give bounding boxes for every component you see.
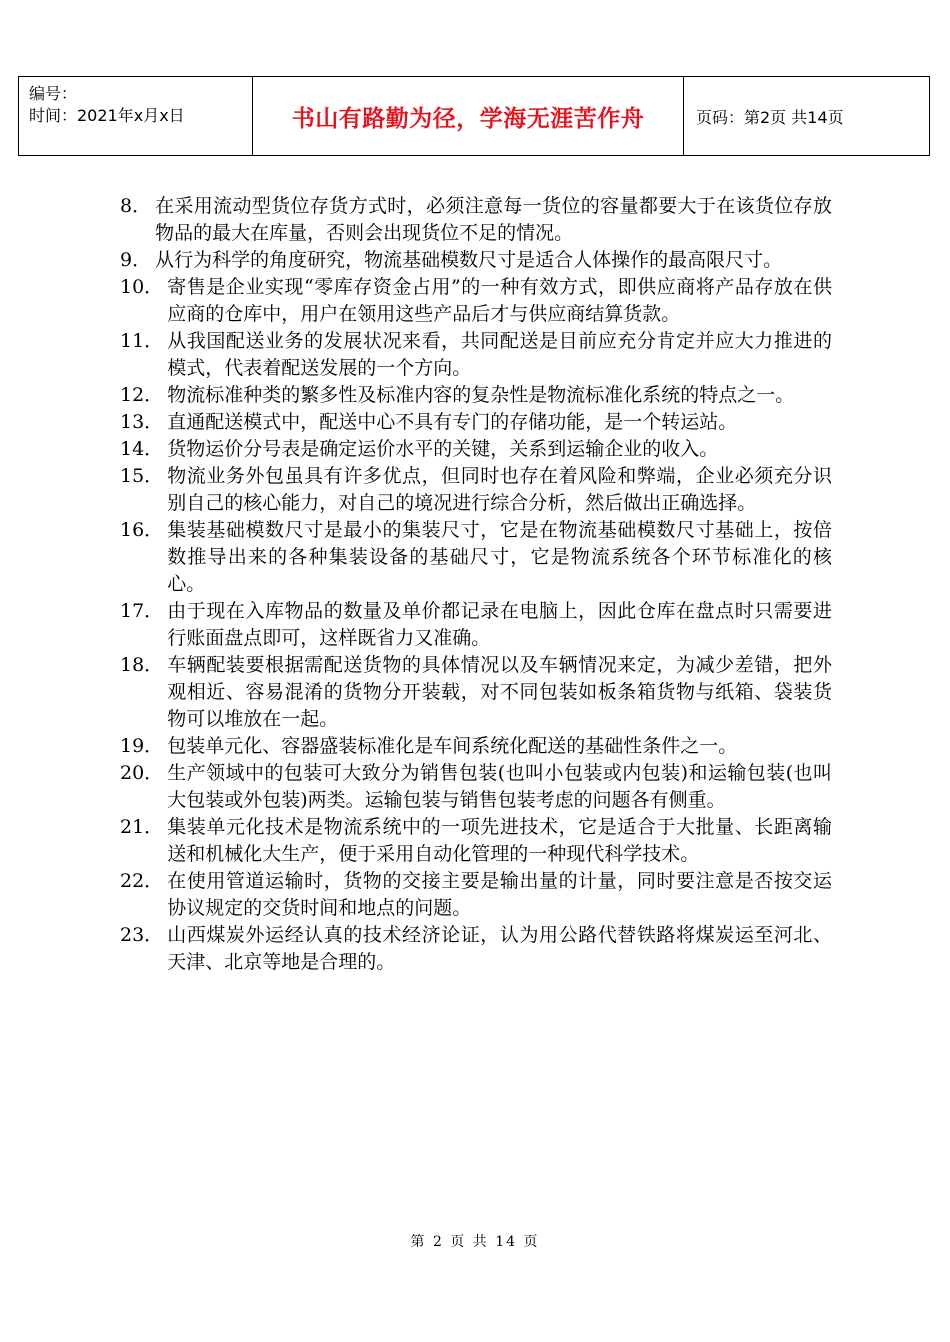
item-number: 23． <box>120 924 164 946</box>
list-item <box>120 733 832 760</box>
list-item <box>120 274 832 328</box>
item-text: 集装基础模数尺寸是最小的集装尺寸，它是在物流基础模数尺寸基础上，按倍数推导出来的各种集装设备的基础尺寸，它是物流系统各个环节标准化的核心。 <box>167 519 832 595</box>
item-text: 寄售是企业实现“零库存资金占用”的一种有效方式，即供应商将产品存放在供应商的仓库中，用户在领用这些产品后才与供应商结算货款。 <box>167 276 832 325</box>
serial-number-label: 编号： <box>29 84 78 103</box>
item-number: 18． <box>120 654 164 676</box>
list-item <box>120 760 832 814</box>
list-item <box>120 922 832 976</box>
item-number: 21． <box>120 816 164 838</box>
list-item <box>120 814 832 868</box>
item-number: 12． <box>120 384 164 406</box>
document-body <box>120 193 832 976</box>
page-header <box>18 76 930 156</box>
item-text: 在使用管道运输时，货物的交接主要是输出量的计量，同时要注意是否按交运协议规定的交货时间和地点的问题。 <box>167 870 832 919</box>
header-motto: 书山有路勤为径，学海无涯苦作舟 <box>291 105 645 132</box>
item-text: 物流业务外包虽具有许多优点，但同时也存在着风险和弊端，企业必须充分识别自己的核心能力，对自己的境况进行综合分析，然后做出正确选择。 <box>167 465 832 514</box>
list-item <box>120 652 832 733</box>
header-page-number: 页码：第2页 共14页 <box>696 107 844 127</box>
item-number: 19． <box>120 735 164 757</box>
item-text: 从行为科学的角度研究，物流基础模数尺寸是适合人体操作的最高限尺寸。 <box>155 249 783 271</box>
item-number: 13． <box>120 411 164 433</box>
item-text: 在采用流动型货位存货方式时，必须注意每一货位的容量都要大于在该货位存放物品的最大在库量，否则会出现货位不足的情况。 <box>155 195 832 244</box>
item-number: 15． <box>120 465 164 487</box>
item-text: 生产领域中的包装可大致分为销售包装(也叫小包装或内包装)和运输包装(也叫大包装或外包装)两类。运输包装与销售包装考虑的问题各有侧重。 <box>167 762 832 811</box>
item-number: 14． <box>120 438 164 460</box>
item-number: 17． <box>120 600 164 622</box>
list-item <box>120 868 832 922</box>
header-page-cell <box>684 77 929 155</box>
header-meta-cell <box>19 77 253 155</box>
item-text: 包装单元化、容器盛装标准化是车间系统化配送的基础性条件之一。 <box>167 735 738 757</box>
list-item <box>120 409 832 436</box>
list-item <box>120 436 832 463</box>
list-item <box>120 598 832 652</box>
item-text: 集装单元化技术是物流系统中的一项先进技术，它是适合于大批量、长距离输送和机械化大生产，便于采用自动化管理的一种现代科学技术。 <box>167 816 832 865</box>
list-item <box>120 328 832 382</box>
item-number: 10． <box>120 276 164 298</box>
list-item <box>120 382 832 409</box>
list-item <box>120 247 832 274</box>
list-item <box>120 463 832 517</box>
item-number: 22． <box>120 870 164 892</box>
item-text: 直通配送模式中，配送中心不具有专门的存储功能，是一个转运站。 <box>167 411 738 433</box>
item-text: 车辆配装要根据需配送货物的具体情况以及车辆情况来定，为减少差错，把外观相近、容易混淆的货物分开装载，对不同包装如板条箱货物与纸箱、袋装货物可以堆放在一起。 <box>167 654 832 730</box>
time-label: 时间：2021年x月x日 <box>29 106 185 125</box>
page-footer: 第 2 页 共 14 页 <box>410 1234 540 1250</box>
item-text: 物流标准种类的繁多性及标准内容的复杂性是物流标准化系统的特点之一。 <box>167 384 795 406</box>
item-number: 11． <box>120 330 164 352</box>
item-number: 8． <box>120 195 152 217</box>
item-number: 9． <box>120 249 152 271</box>
header-motto-cell <box>253 77 684 155</box>
list-item <box>120 517 832 598</box>
item-text: 由于现在入库物品的数量及单价都记录在电脑上，因此仓库在盘点时只需要进行账面盘点即可，这样既省力又准确。 <box>167 600 832 649</box>
list-item <box>120 193 832 247</box>
item-text: 山西煤炭外运经认真的技术经济论证，认为用公路代替铁路将煤炭运至河北、天津、北京等地是合理的。 <box>167 924 832 973</box>
item-text: 从我国配送业务的发展状况来看，共同配送是目前应充分肯定并应大力推进的模式，代表着配送发展的一个方向。 <box>167 330 832 379</box>
item-number: 20． <box>120 762 164 784</box>
item-number: 16． <box>120 519 164 541</box>
item-text: 货物运价分号表是确定运价水平的关键，关系到运输企业的收入。 <box>167 438 719 460</box>
